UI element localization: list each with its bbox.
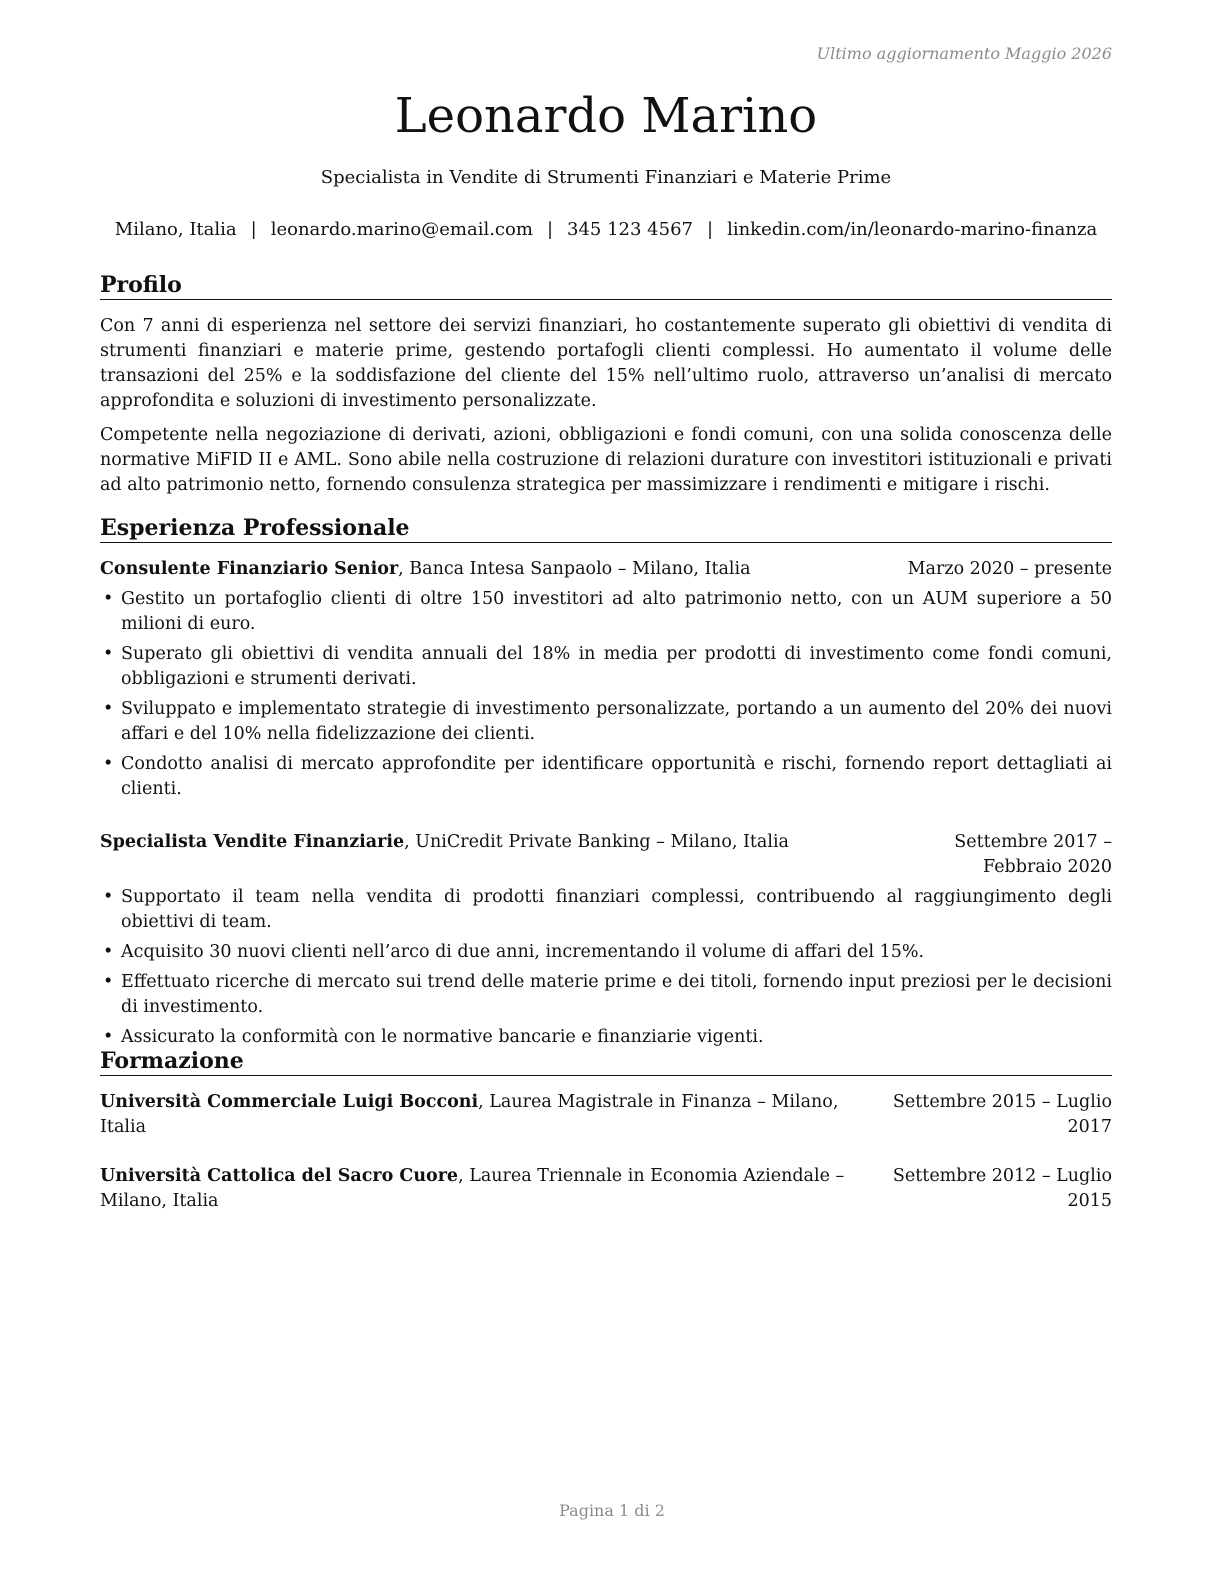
profile-paragraph: Con 7 anni di esperienza nel settore dei servizi finanziari, ho costantemente superato gli obiettivi di vendita di strumenti finanziari e materie prime, gestendo portafogli clienti complessi. Ho aumentato il volume delle transazioni del 25% e la soddisfazione del cliente del 15% nell’ultimo ruolo, attraverso un’analisi di mercato approfondita e soluzioni di investimento personalizzate.: [100, 316, 1112, 411]
section-heading-profile: Profilo: [100, 271, 1112, 300]
section-heading-experience: Esperienza Professionale: [100, 514, 1112, 543]
education-school: Università Cattolica del Sacro Cuore: [100, 1166, 459, 1186]
list-item: • Assicurato la conformità con le normative bancarie e finanziarie vigenti.: [103, 1027, 764, 1047]
job-entry: [100, 830, 1112, 1050]
contact-separator: |: [546, 219, 554, 240]
contact-separator: |: [706, 219, 714, 240]
education-degree: , Laurea Triennale in Economia Aziendale – Milano, Italia: [100, 1166, 845, 1211]
section-heading-education: Formazione: [100, 1047, 1112, 1076]
last-updated-note: Ultimo aggiornamento Maggio 2026: [816, 44, 1112, 63]
job-header: [100, 557, 1112, 582]
experience-section: [100, 514, 1112, 1050]
education-entry: [100, 1090, 1112, 1140]
contact-location: Milano, Italia: [114, 219, 237, 240]
job-role: Specialista Vendite Finanziarie: [100, 832, 405, 852]
list-item: • Sviluppato e implementato strategie di investimento personalizzate, portando a un aumento del 20% dei nuovi affari e del 10% nella fidelizzazione dei clienti.: [103, 699, 1112, 744]
list-item: • Superato gli obiettivi di vendita annuali del 18% in media per prodotti di investimento come fondi comuni, obbligazioni e strumenti derivati.: [103, 644, 1112, 689]
list-item: • Effettuato ricerche di mercato sui trend delle materie prime e dei titoli, fornendo input preziosi per le decisioni di investimento.: [103, 972, 1112, 1017]
job-dates: Marzo 2020 – presente: [907, 559, 1112, 579]
education-entry: [100, 1164, 1112, 1214]
job-dates: Settembre 2017 – Febbraio 2020: [954, 832, 1112, 877]
job-organization: , UniCredit Private Banking – Milano, Italia: [404, 832, 789, 852]
education-dates: Settembre 2015 – Luglio 2017: [892, 1092, 1112, 1137]
contact-email[interactable]: leonardo.marino@email.com: [270, 219, 533, 240]
education-section: [100, 1047, 1112, 1214]
contact-linkedin[interactable]: linkedin.com/in/leonardo-marino-finanza: [727, 219, 1098, 240]
education-school: Università Commerciale Luigi Bocconi: [100, 1092, 479, 1112]
job-entry: [100, 557, 1112, 802]
job-role: Consulente Finanziario Senior: [100, 559, 399, 579]
candidate-name: Leonardo Marino: [394, 88, 818, 144]
profile-paragraph: Competente nella negoziazione di derivati, azioni, obbligazioni e fondi comuni, con una solida conoscenza delle normative MiFID II e AML. Sono abile nella costruzione di relazioni durature con investitori istituzionali e privati ad alto patrimonio netto, fornendo consulenza strategica per massimizzare i rendimenti e mitigare i rischi.: [100, 425, 1112, 495]
job-organization: , Banca Intesa Sanpaolo – Milano, Italia: [398, 559, 751, 579]
page-number: Pagina 1 di 2: [559, 1501, 665, 1520]
job-bullets: [100, 587, 1112, 802]
job-header: [100, 830, 1112, 880]
education-degree: , Laurea Magistrale in Finanza – Milano, Italia: [100, 1092, 839, 1137]
contact-phone[interactable]: 345 123 4567: [567, 219, 693, 240]
education-dates: Settembre 2012 – Luglio 2015: [892, 1166, 1112, 1211]
list-item: • Acquisito 30 nuovi clienti nell’arco di due anni, incrementando il volume di affari del 15%.: [103, 942, 925, 962]
list-item: • Gestito un portafoglio clienti di oltre 150 investitori ad alto patrimonio netto, con un AUM superiore a 50 milioni di euro.: [103, 589, 1112, 634]
list-item: • Supportato il team nella vendita di prodotti finanziari complessi, contribuendo al raggiungimento degli obiettivi di team.: [103, 887, 1112, 932]
list-item: • Condotto analisi di mercato approfondite per identificare opportunità e rischi, fornendo report dettagliati ai clienti.: [103, 754, 1112, 799]
profile-section: [100, 271, 1112, 498]
job-bullets: [100, 885, 1112, 1050]
candidate-title: Specialista in Vendite di Strumenti Finanziari e Materie Prime: [320, 167, 892, 188]
contact-separator: |: [250, 219, 257, 240]
contact-line: [100, 219, 1112, 240]
